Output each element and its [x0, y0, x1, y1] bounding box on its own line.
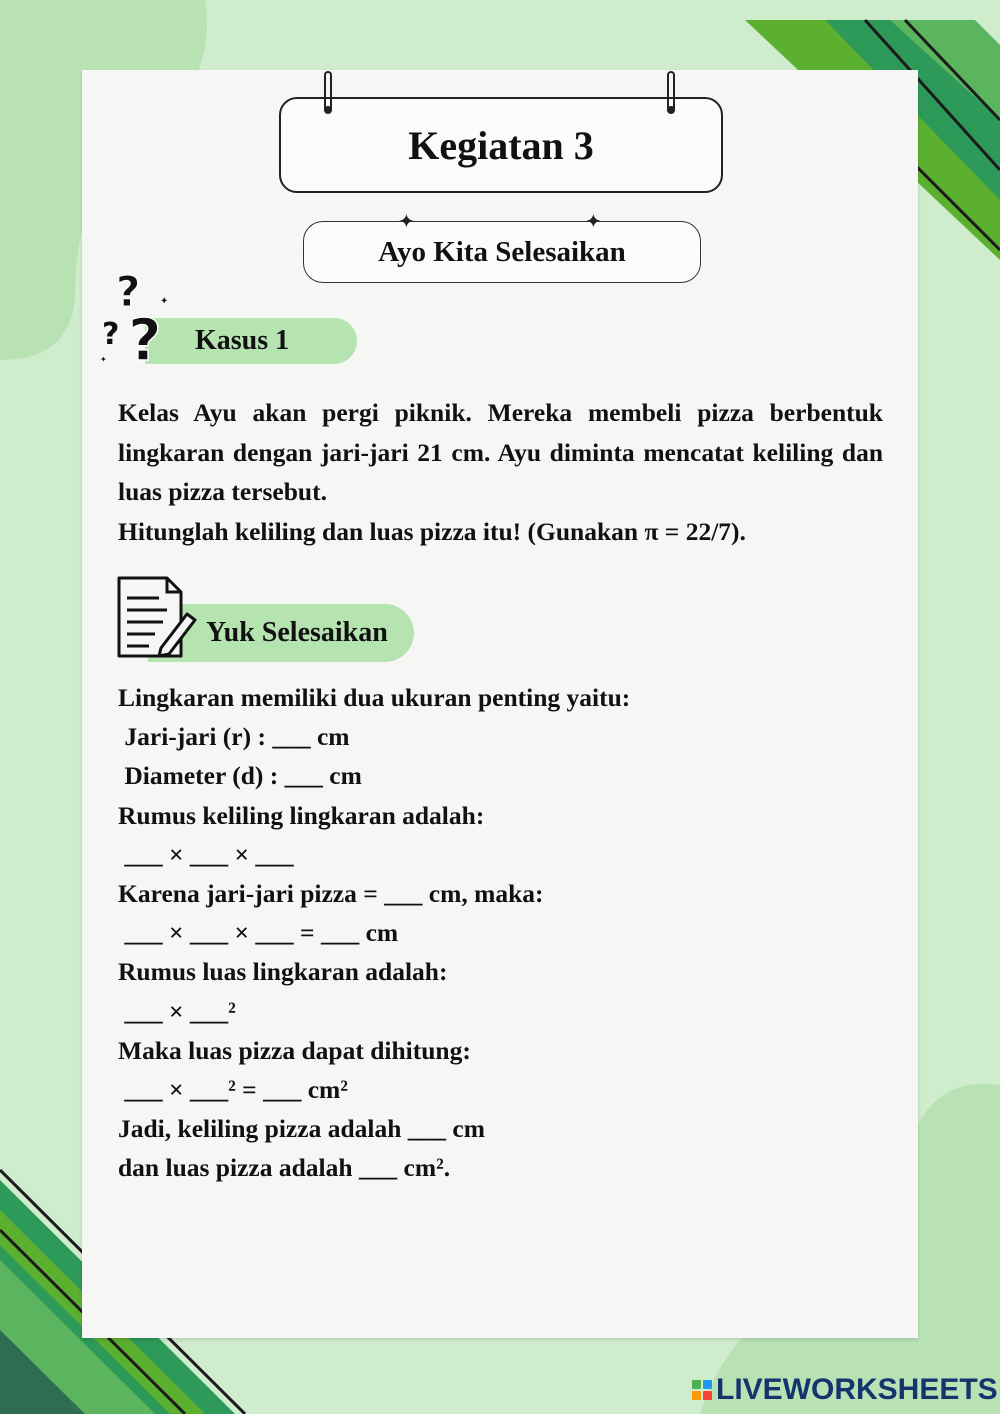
solve-label: Yuk Selesaikan	[148, 604, 414, 662]
solution-line: Lingkaran memiliki dua ukuran penting yaitu:	[118, 683, 631, 712]
problem-text	[118, 393, 883, 551]
solution-line: dan luas pizza adalah ___ cm².	[118, 1153, 451, 1183]
document-pencil-icon	[115, 574, 197, 660]
sparkle-icon: ✦	[398, 211, 415, 233]
ring-icon	[665, 70, 677, 114]
subtitle-box: Ayo Kita Selesaikan	[303, 221, 701, 283]
solution-line: Karena jari-jari pizza = ___ cm, maka:	[118, 878, 544, 908]
svg-text:✦: ✦	[160, 296, 169, 307]
liveworksheets-logo[interactable]	[692, 1370, 998, 1410]
solution-line: ___ × ___²	[118, 996, 236, 1026]
solution-line: Maka luas pizza dapat dihitung:	[118, 1035, 471, 1065]
svg-text:?: ?	[116, 268, 141, 316]
solution-line: Rumus luas lingkaran adalah:	[118, 957, 448, 987]
sparkle-icon: ✦	[585, 211, 602, 233]
solution-line: Jadi, keliling pizza adalah ___ cm	[118, 1114, 485, 1144]
solution-line: Rumus keliling lingkaran adalah:	[118, 800, 485, 830]
solution-line: Jari-jari (r) : ___ cm	[118, 722, 350, 752]
question-marks-icon	[98, 268, 188, 368]
page-title: Kegiatan 3	[279, 97, 723, 193]
solution-line: ___ × ___² = ___ cm²	[118, 1074, 348, 1104]
solution-line: Diameter (d) : ___ cm	[118, 761, 362, 791]
solution-lines	[118, 678, 878, 1187]
svg-text:?: ?	[102, 317, 120, 352]
logo-grid-icon	[692, 1380, 712, 1400]
problem-question: Hitunglah keliling dan luas pizza itu! (Gunakan π = 22/7).	[118, 516, 746, 546]
brand-text: LIVEWORKSHEETS	[716, 1373, 998, 1406]
svg-text:✦: ✦	[100, 355, 107, 364]
solution-line: ___ × ___ × ___ = ___ cm	[118, 918, 399, 948]
svg-text:?: ?	[128, 306, 162, 368]
problem-paragraph: Kelas Ayu akan pergi piknik. Mereka membeli pizza berbentuk lingkaran dengan jari-jari 21 cm. Ayu diminta mencatat keliling dan luas pizza tersebut.	[118, 398, 883, 506]
solution-line: ___ × ___ × ___	[118, 839, 294, 869]
case-label: Kasus 1	[145, 318, 357, 364]
ring-icon	[322, 70, 334, 114]
